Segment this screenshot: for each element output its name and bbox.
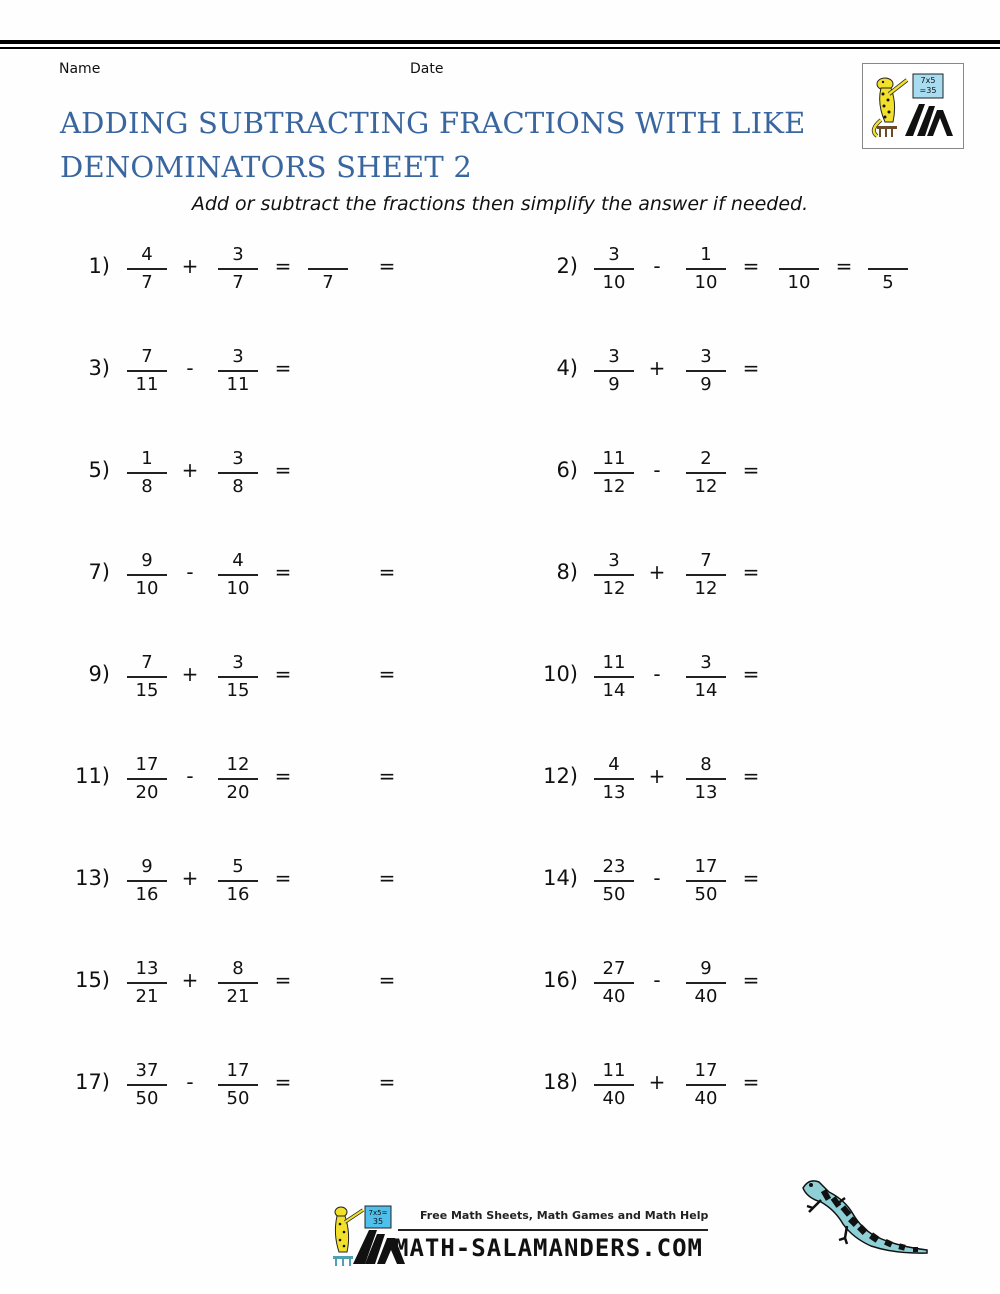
equals-sign-simplified: = <box>378 254 396 278</box>
equals-sign: = <box>274 254 292 278</box>
equals-sign: = <box>742 254 760 278</box>
fraction-2 <box>686 344 726 398</box>
problem-number: 15) <box>75 968 110 992</box>
fraction-1 <box>594 548 634 602</box>
denominator: 20 <box>226 781 250 803</box>
numerator: 1 <box>141 448 153 469</box>
denominator: 40 <box>602 1087 626 1109</box>
operator: + <box>181 866 199 890</box>
operator: - <box>653 968 661 992</box>
fraction-2 <box>686 956 726 1010</box>
problem-number: 14) <box>543 866 578 890</box>
fraction-2 <box>686 752 726 806</box>
denominator: 7 <box>232 271 244 293</box>
denominator: 8 <box>141 475 153 497</box>
operator: + <box>181 254 199 278</box>
title-line-2: DENOMINATORS SHEET 2 <box>60 150 472 184</box>
denominator: 11 <box>135 373 159 395</box>
numerator: 3 <box>608 244 620 265</box>
equals-sign-simplified: = <box>378 1070 396 1094</box>
instructions: Add or subtract the fractions then simplify the answer if needed. <box>191 193 809 215</box>
denominator: 50 <box>694 883 718 905</box>
denominator: 11 <box>226 373 250 395</box>
numerator: 17 <box>135 754 159 775</box>
operator: - <box>653 866 661 890</box>
equals-sign: = <box>274 560 292 584</box>
simplified-answer-fraction[interactable] <box>868 242 908 296</box>
fraction-1 <box>594 650 634 704</box>
fraction-1 <box>127 242 167 296</box>
denominator: 40 <box>602 985 626 1007</box>
denominator: 16 <box>226 883 250 905</box>
footer-site-name: MATH-SALAMANDERS.COM <box>394 1234 703 1262</box>
fraction-2 <box>218 548 258 602</box>
denominator: 5 <box>882 271 894 293</box>
denominator: 10 <box>787 271 811 293</box>
numerator: 27 <box>602 958 626 979</box>
denominator: 10 <box>226 577 250 599</box>
equals-sign-simplified: = <box>835 254 853 278</box>
fraction-2 <box>218 1058 258 1112</box>
denominator: 10 <box>602 271 626 293</box>
fraction-2 <box>218 650 258 704</box>
equals-sign: = <box>742 662 760 686</box>
equals-sign: = <box>742 560 760 584</box>
fraction-1 <box>127 956 167 1010</box>
fraction-1 <box>127 854 167 908</box>
numerator: 8 <box>700 754 712 775</box>
problem-number: 6) <box>556 458 578 482</box>
fraction-2 <box>218 344 258 398</box>
operator: - <box>186 356 194 380</box>
fraction-1 <box>127 650 167 704</box>
denominator: 10 <box>135 577 159 599</box>
numerator: 3 <box>232 652 244 673</box>
equals-sign: = <box>742 764 760 788</box>
fraction-1 <box>127 548 167 602</box>
fraction-2 <box>686 548 726 602</box>
denominator: 21 <box>226 985 250 1007</box>
math-salamanders-logo <box>862 63 964 149</box>
denominator: 12 <box>602 475 626 497</box>
denominator: 50 <box>602 883 626 905</box>
svg-text:7x5: 7x5 <box>920 76 936 85</box>
date-label: Date <box>410 61 444 77</box>
equals-sign: = <box>274 968 292 992</box>
denominator: 14 <box>602 679 626 701</box>
numerator: 23 <box>602 856 626 877</box>
fraction-1 <box>127 1058 167 1112</box>
numerator: 3 <box>608 346 620 367</box>
numerator: 3 <box>700 346 712 367</box>
page-title <box>60 101 820 189</box>
equals-sign: = <box>742 968 760 992</box>
denominator: 9 <box>700 373 712 395</box>
fraction-2 <box>218 752 258 806</box>
problem-number: 8) <box>556 560 578 584</box>
denominator: 13 <box>694 781 718 803</box>
fraction-1 <box>594 752 634 806</box>
equals-sign: = <box>742 1070 760 1094</box>
equals-sign: = <box>274 662 292 686</box>
problem-number: 2) <box>556 254 578 278</box>
fraction-1 <box>127 752 167 806</box>
numerator: 3 <box>700 652 712 673</box>
denominator: 16 <box>135 883 159 905</box>
numerator: 17 <box>694 1060 718 1081</box>
operator: - <box>186 764 194 788</box>
operator: - <box>186 1070 194 1094</box>
denominator: 15 <box>135 679 159 701</box>
equals-sign: = <box>274 866 292 890</box>
equals-sign: = <box>274 764 292 788</box>
numerator: 7 <box>141 652 153 673</box>
numerator: 11 <box>602 448 626 469</box>
problem-number: 11) <box>75 764 110 788</box>
operator: + <box>648 1070 666 1094</box>
numerator: 7 <box>141 346 153 367</box>
equals-sign-simplified: = <box>378 968 396 992</box>
fraction-1 <box>594 344 634 398</box>
problem-number: 13) <box>75 866 110 890</box>
numerator: 11 <box>602 652 626 673</box>
numerator: 3 <box>608 550 620 571</box>
problem-number: 7) <box>88 560 110 584</box>
fraction-1 <box>594 956 634 1010</box>
equals-sign: = <box>742 866 760 890</box>
numerator: 9 <box>700 958 712 979</box>
equals-sign: = <box>274 1070 292 1094</box>
fraction-2 <box>686 242 726 296</box>
denominator: 20 <box>135 781 159 803</box>
numerator: 3 <box>232 448 244 469</box>
svg-text:35: 35 <box>372 1217 384 1226</box>
numerator: 8 <box>232 958 244 979</box>
denominator: 10 <box>694 271 718 293</box>
fraction-2 <box>218 956 258 1010</box>
numerator: 9 <box>141 550 153 571</box>
problem-number: 4) <box>556 356 578 380</box>
equals-sign-simplified: = <box>378 764 396 788</box>
numerator: 7 <box>700 550 712 571</box>
problem-number: 16) <box>543 968 578 992</box>
title-line-1: ADDING SUBTRACTING FRACTIONS WITH LIKE <box>60 106 806 140</box>
numerator: 3 <box>232 244 244 265</box>
denominator: 40 <box>694 985 718 1007</box>
leopard-teacher-footer-icon <box>325 1200 405 1270</box>
svg-text:=35: =35 <box>919 86 937 95</box>
denominator: 7 <box>322 271 334 293</box>
fraction-2 <box>218 854 258 908</box>
leopard-teacher-icon <box>863 64 963 148</box>
denominator: 21 <box>135 985 159 1007</box>
operator: + <box>181 968 199 992</box>
fraction-1 <box>594 242 634 296</box>
operator: + <box>181 662 199 686</box>
equals-sign-simplified: = <box>378 866 396 890</box>
numerator: 17 <box>694 856 718 877</box>
fraction-2 <box>686 854 726 908</box>
equals-sign: = <box>274 356 292 380</box>
operator: - <box>653 662 661 686</box>
operator: + <box>648 560 666 584</box>
header-rule-thick <box>0 40 1000 44</box>
numerator: 4 <box>232 550 244 571</box>
answer-fraction[interactable] <box>308 242 348 296</box>
fraction-2 <box>686 1058 726 1112</box>
numerator: 4 <box>608 754 620 775</box>
equals-sign: = <box>742 458 760 482</box>
numerator: 13 <box>135 958 159 979</box>
footer-divider <box>398 1229 708 1231</box>
denominator: 15 <box>226 679 250 701</box>
fraction-2 <box>686 650 726 704</box>
footer-tagline: Free Math Sheets, Math Games and Math Help <box>420 1209 709 1222</box>
operator: - <box>653 458 661 482</box>
denominator: 12 <box>602 577 626 599</box>
denominator: 12 <box>694 577 718 599</box>
salamander-icon <box>795 1170 935 1265</box>
denominator: 40 <box>694 1087 718 1109</box>
operator: - <box>653 254 661 278</box>
numerator: 9 <box>141 856 153 877</box>
numerator: 3 <box>232 346 244 367</box>
denominator: 14 <box>694 679 718 701</box>
denominator: 12 <box>694 475 718 497</box>
fraction-2 <box>218 242 258 296</box>
fraction-2 <box>686 446 726 500</box>
problem-number: 5) <box>88 458 110 482</box>
denominator: 50 <box>226 1087 250 1109</box>
fraction-1 <box>594 446 634 500</box>
denominator: 50 <box>135 1087 159 1109</box>
denominator: 13 <box>602 781 626 803</box>
fraction-1 <box>127 344 167 398</box>
problem-number: 1) <box>88 254 110 278</box>
numerator: 4 <box>141 244 153 265</box>
numerator: 5 <box>232 856 244 877</box>
equals-sign-simplified: = <box>378 560 396 584</box>
svg-text:7x5=: 7x5= <box>368 1209 388 1217</box>
denominator: 9 <box>608 373 620 395</box>
problem-number: 10) <box>543 662 578 686</box>
equals-sign: = <box>274 458 292 482</box>
problem-number: 12) <box>543 764 578 788</box>
problem-number: 18) <box>543 1070 578 1094</box>
equals-sign-simplified: = <box>378 662 396 686</box>
denominator: 7 <box>141 271 153 293</box>
problem-number: 3) <box>88 356 110 380</box>
fraction-1 <box>594 854 634 908</box>
answer-fraction[interactable] <box>779 242 819 296</box>
numerator: 1 <box>700 244 712 265</box>
problem-number: 9) <box>88 662 110 686</box>
numerator: 17 <box>226 1060 250 1081</box>
equals-sign: = <box>742 356 760 380</box>
header-rule-thin <box>0 47 1000 49</box>
operator: - <box>186 560 194 584</box>
fraction-2 <box>218 446 258 500</box>
numerator: 37 <box>135 1060 159 1081</box>
operator: + <box>181 458 199 482</box>
fraction-1 <box>127 446 167 500</box>
operator: + <box>648 356 666 380</box>
problem-number: 17) <box>75 1070 110 1094</box>
numerator: 2 <box>700 448 712 469</box>
denominator: 8 <box>232 475 244 497</box>
name-label: Name <box>59 61 101 77</box>
numerator: 11 <box>602 1060 626 1081</box>
operator: + <box>648 764 666 788</box>
fraction-1 <box>594 1058 634 1112</box>
numerator: 12 <box>226 754 250 775</box>
